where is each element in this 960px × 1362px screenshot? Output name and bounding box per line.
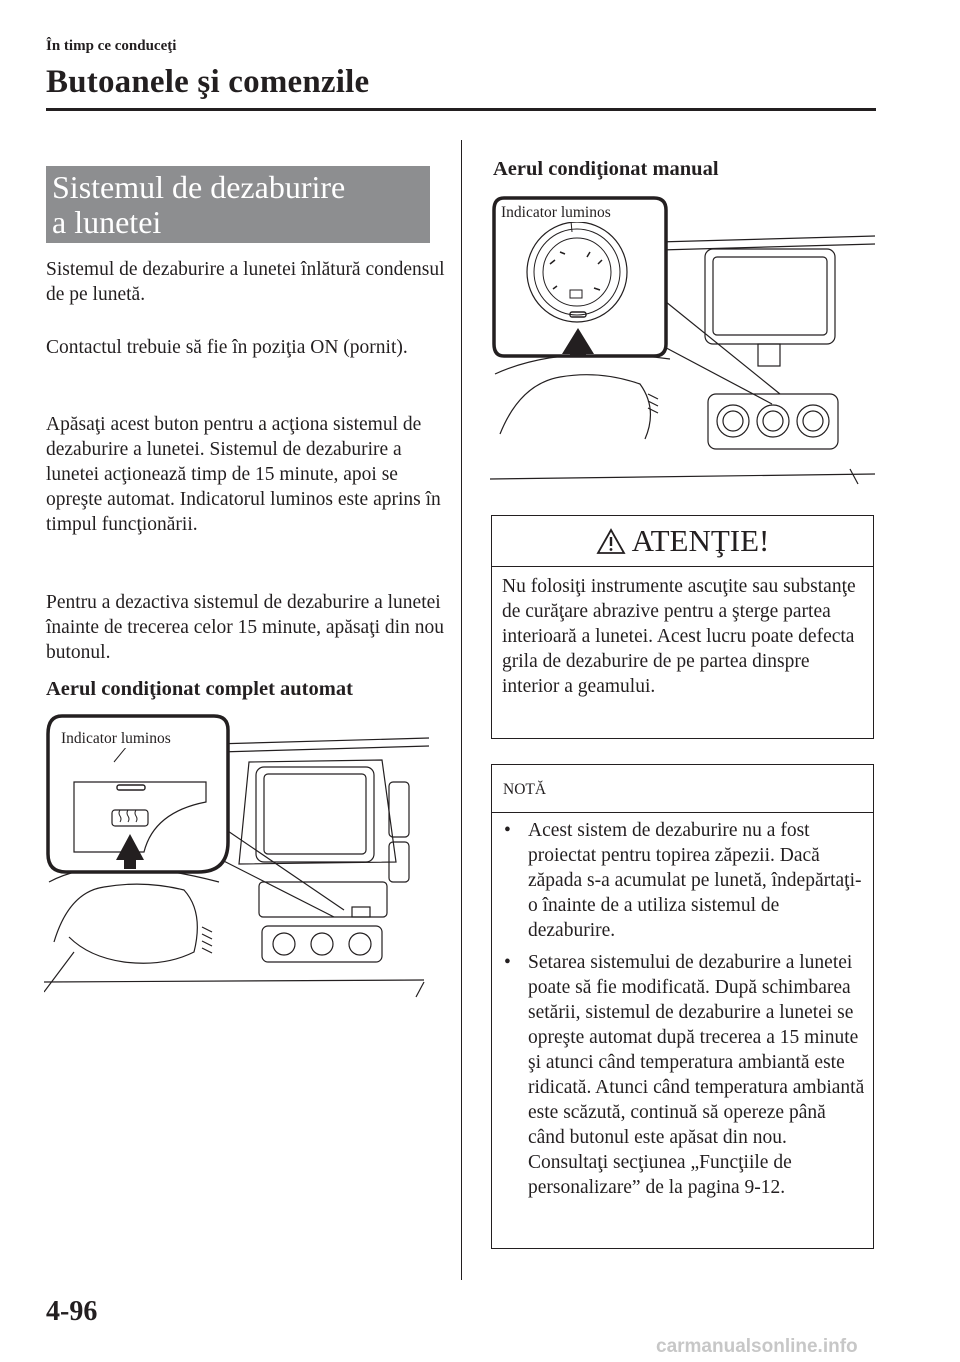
note-title: NOTĂ <box>492 765 873 813</box>
warning-icon <box>596 528 626 555</box>
page-number: 4-96 <box>46 1296 98 1327</box>
watermark: carmanualsonline.info <box>656 1336 858 1357</box>
column-separator <box>461 140 462 1280</box>
section-heading-line2: a lunetei <box>52 204 162 240</box>
dashboard-illustration-manual <box>490 194 880 489</box>
note-box <box>491 764 874 1249</box>
page-title: Butoanele şi comenzile <box>46 64 370 100</box>
note-item <box>504 950 864 1240</box>
section-heading-line1: Sistemul de dezaburire <box>52 169 346 205</box>
note-item <box>504 818 864 948</box>
note-item-text: Setarea sistemului de dezaburire a lunetei poate să fie modificată. După schimbarea setării, sistemul de dezaburire a lunetei se opreşte automat după trecerea a 15 minute şi atunci când temperatura ambiantă este ridicată. Atunci când temperatura ambiantă este scăzută, continuă să opereze până când butonul este apăsat din nou. Consultaţi secţiunea „Funcţiile de personalizare” de la pagina 9-12. <box>528 952 865 1198</box>
section-kicker: În timp ce conduceţi <box>46 38 177 54</box>
dashboard-illustration-auto <box>44 712 434 1012</box>
bullet-icon: • <box>504 820 511 841</box>
attention-header <box>492 516 873 567</box>
attention-title: ATENŢIE! <box>631 523 770 558</box>
note-item-text: Acest sistem de dezaburire nu a fost proiectat pentru topirea zăpezii. Dacă zăpada s-a acumulat pe lunetă, îndepărtaţi-o înainte de a utiliza sistemul de dezaburire. <box>528 820 862 941</box>
subhead-manual: Aerul condiţionat manual <box>493 158 719 180</box>
attention-text: Nu folosiţi instrumente ascuţite sau substanţe de curăţare abrazive pentru a şterge partea interioară a lunetei. Acest lucru poate defecta grila de dezaburire de pe partea dinspre interior a geamului. <box>502 576 856 697</box>
paragraph-intro: Sistemul de dezaburire a lunetei înlătură condensul de pe lunetă. <box>46 259 445 305</box>
paragraph-ignition: Contactul trebuie să fie în poziţia ON (pornit). <box>46 337 408 358</box>
figure-manual <box>490 194 880 489</box>
paragraph-deactivate: Pentru a dezactiva sistemul de dezaburire a lunetei înainte de trecerea celor 15 minute, apăsaţi din nou butonul. <box>46 592 444 663</box>
header-rule <box>46 108 876 111</box>
figure-auto-label: Indicator luminos <box>58 730 174 748</box>
bullet-icon: • <box>504 952 511 973</box>
figure-manual-label: Indicator luminos <box>498 204 614 222</box>
figure-full-auto <box>44 712 434 1012</box>
subhead-full-auto: Aerul condiţionat complet automat <box>46 678 353 700</box>
paragraph-operation: Apăsaţi acest buton pentru a acţiona sistemul de dezaburire a lunetei. Sistemul de dezaburire a lunetei acţionează timp de 15 minute, apoi se opreşte automat. Indicatorul luminos este aprins în timpul funcţionării. <box>46 414 441 535</box>
attention-box <box>491 515 874 739</box>
section-heading <box>46 166 430 243</box>
